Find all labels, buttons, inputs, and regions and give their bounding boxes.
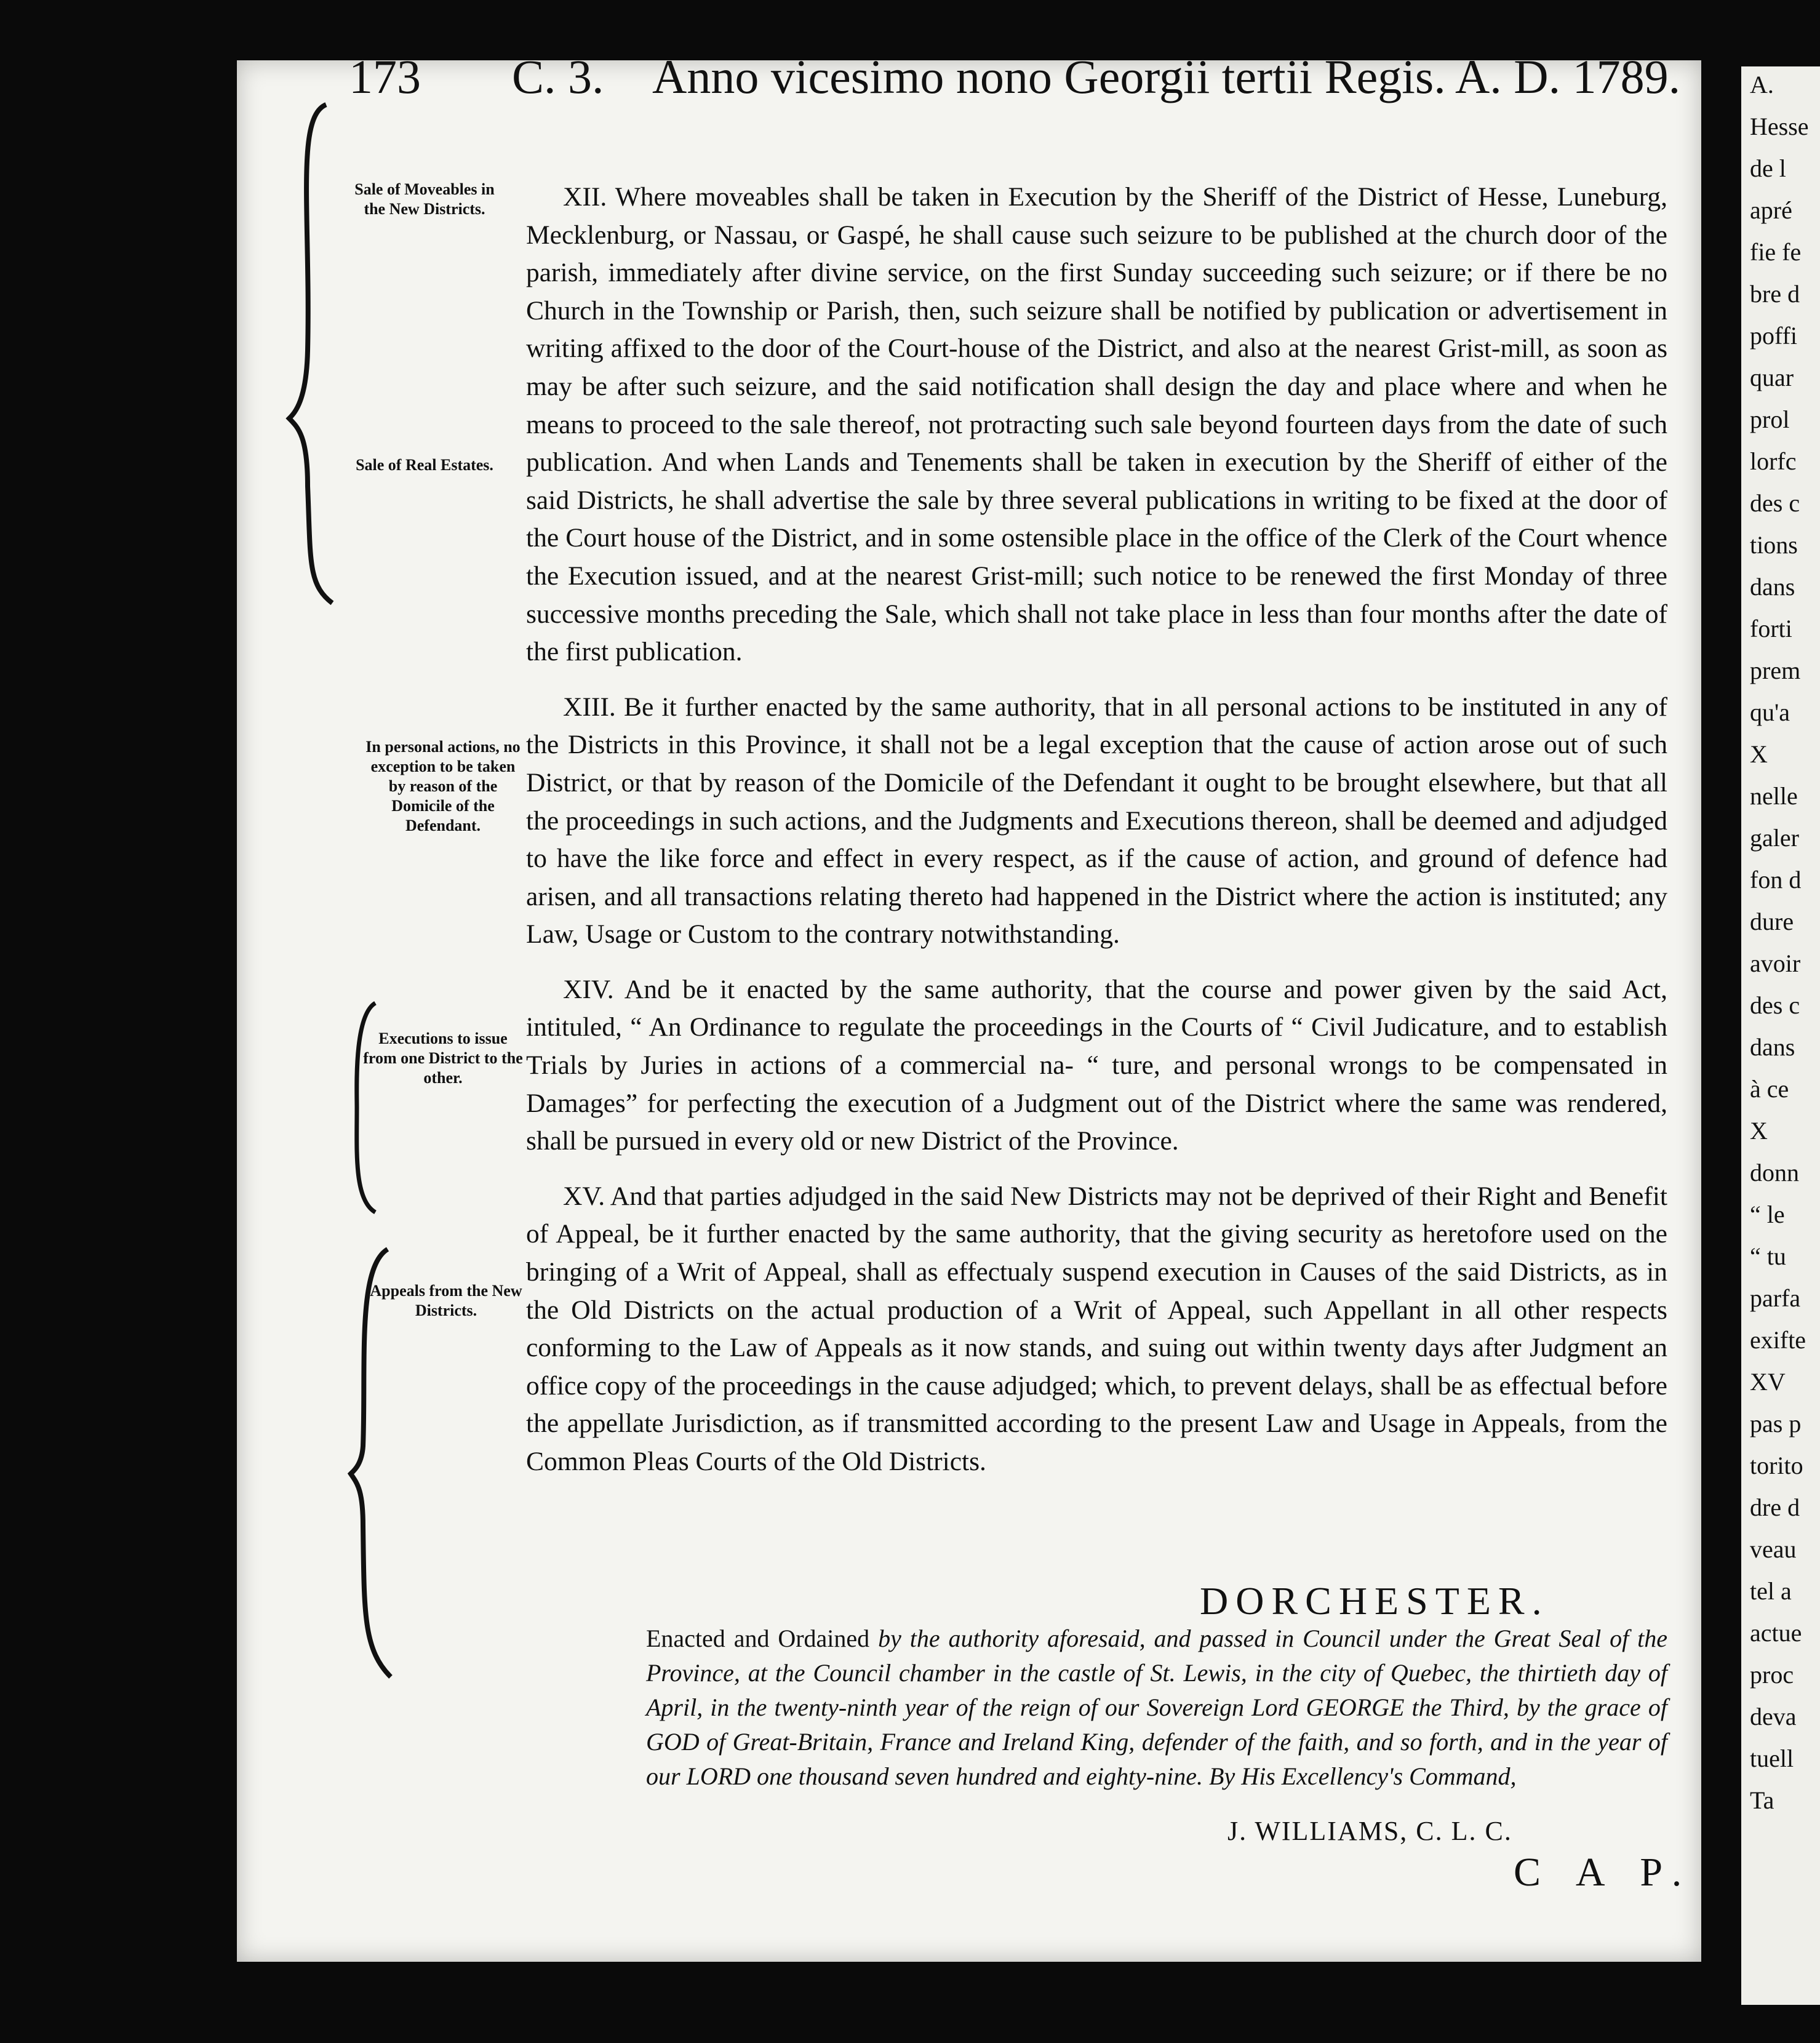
adjacent-page-fragment: X (1750, 740, 1768, 768)
adjacent-page-fragment: des c (1750, 991, 1800, 1019)
section-xv: XV. And that parties adjudged in the said New Districts may not be deprived of their Right and Benefit of Appeal, be it further enacted by the same authority, that the giving security as heretofore used on the bringing of a Writ of Appeal, shall as effectualy suspend execution in Causes of the said Districts, as in the Old Districts on the actual production of a Writ of Appeal, such Appellant in all other respects conforming to the Law of Appeals as it now stands, and suing out within twenty days after Judgment an office copy of the proceedings in the cause adjudged; which, to prevent delays, shall be as effectual before the appellate Jurisdiction, as if transmitted according to the present Law and Usage in Appeals, from the Common Pleas Courts of the Old Districts. (526, 1181, 1667, 1476)
adjacent-page-fragment: Hesse (1750, 113, 1809, 140)
adjacent-page-fragment: dans (1750, 1033, 1795, 1061)
adjacent-page-fragment: poffi (1750, 322, 1798, 350)
adjacent-page-fragment: galer (1750, 824, 1799, 852)
adjacent-page-fragment: proc (1750, 1661, 1794, 1689)
adjacent-page-fragment: qu'a (1750, 698, 1790, 726)
governor-signature: DORCHESTER. (1200, 1579, 1549, 1623)
chapter-number: C. 3. (512, 50, 604, 103)
adjacent-page-fragment: “ le (1750, 1201, 1785, 1228)
adjacent-page-fragment: deva (1750, 1703, 1797, 1730)
adjacent-page-fragment: nelle (1750, 782, 1798, 810)
adjacent-page-fragment: exifte (1750, 1326, 1806, 1354)
adjacent-page-fragment: torito (1750, 1452, 1803, 1479)
adjacent-page-fragment: XV (1750, 1368, 1786, 1396)
adjacent-page-fragment: donn (1750, 1159, 1799, 1186)
adjacent-page-fragment: Ta (1750, 1786, 1774, 1814)
adjacent-page-fragment: bre d (1750, 280, 1800, 308)
running-header (112, 43, 1681, 111)
header-title: Anno vicesimo nono Georgii tertii Regis. A. D. 1789. (652, 50, 1681, 103)
adjacent-page-fragment: dans (1750, 573, 1795, 601)
section-xii: XII. Where moveables shall be taken in Execution by the Sheriff of the District of Hesse, Luneburg, Mecklenburg, or Nassau, or Gaspé, he shall cause such seizure to be published at the church door of the parish, immediately after divine service, on the first Sunday succeeding such seizure; or if there be no Church in the Township or Parish, then, such seizure shall be notified by publication or advertisement in writing affixed to the door of the Court-house of the District, and also at the nearest Grist-mill, as soon as may be after such seizure, and the said notification shall design the day and place where and when he means to proceed to the sale thereof, not protracting such sale beyond fourteen days from the date of such publication. And when Lands and Tenements shall be taken in execution by the Sheriff of either of the said Districts, he shall advertise the sale by three several publications in writing to be fixed at the door of the Court house of the District, and in some ostensible place in the office of the Clerk of the Court whence the Execution issued, and at the nearest Grist-mill; such notice to be renewed the first Monday of three successive months preceding the Sale, which shall not take place in less than four months after the date of the first publication. (526, 182, 1667, 667)
statute-body (526, 178, 1667, 1481)
adjacent-page-fragment: à ce (1750, 1075, 1789, 1103)
enactment-text: by the authority aforesaid, and passed in Council under the Great Seal of the Province, at the Council chamber in the castle of St. Lewis, in the city of Quebec, the thirtieth day of April, in the twenty-ninth year of the reign of our Sovereign Lord GEORGE the Third, by the grace of GOD of Great-Britain, France and Ireland King, defender of the faith, and so forth, and in the year of our LORD one thousand seven hundred and eighty-nine. By His Excellency's Command, (646, 1625, 1668, 1790)
enactment-lead: Enacted and Ordained (646, 1625, 870, 1652)
clerk-signature: J. WILLIAMS, C. L. C. (1227, 1816, 1512, 1846)
margin-note-sale-of-moveables: Sale of Moveables in the New Districts. (354, 180, 495, 218)
margin-note-sale-of-real-estates: Sale of Real Estates. (356, 456, 493, 474)
cap-marker: C A P. (1514, 1850, 1696, 1895)
adjacent-page-edge (1741, 66, 1820, 2005)
adjacent-page-fragment: des c (1750, 489, 1800, 517)
adjacent-page-fragment: veau (1750, 1535, 1797, 1563)
margin-note-appeals: Appeals from the New Districts. (370, 1282, 522, 1319)
adjacent-page-fragment: X (1750, 1117, 1768, 1145)
adjacent-page-fragment: tel a (1750, 1577, 1792, 1605)
adjacent-page-fragment: actue (1750, 1619, 1802, 1647)
adjacent-page-fragment: lorfc (1750, 447, 1797, 475)
adjacent-page-fragment: “ tu (1750, 1242, 1786, 1270)
adjacent-page-fragment: de l (1750, 154, 1786, 182)
adjacent-page-fragment: fie fe (1750, 238, 1802, 266)
adjacent-page-fragment: tuell (1750, 1745, 1794, 1772)
adjacent-page-fragment: dre d (1750, 1493, 1800, 1521)
adjacent-page-fragment: parfa (1750, 1284, 1801, 1312)
adjacent-page-fragment: quar (1750, 364, 1794, 391)
adjacent-page-fragment: forti (1750, 615, 1792, 642)
margin-note-personal-actions: In personal actions, no exception to be taken by reason of the Domicile of the Defendant. (365, 738, 521, 834)
section-xiv: XIV. And be it enacted by the same authority, that the course and power given by the said Act, intituled, “ An Ordinance to regulate the proceedings in the Courts of “ Civil Judicature, and to establish Trials by Juries in actions of a commercial na- “ ture, and personal wrongs to be compensated in Damages” for perfecting the execution of a Judgment out of the District where the same was rendered, shall be pursued in every old or new District of the Province. (526, 974, 1667, 1156)
adjacent-page-fragment: prol (1750, 406, 1790, 433)
page-number: 173 (349, 50, 421, 103)
adjacent-page-fragment: prem (1750, 657, 1801, 684)
adjacent-page-fragment: apré (1750, 196, 1792, 224)
adjacent-page-fragment: avoir (1750, 950, 1801, 977)
adjacent-page-fragment: dure (1750, 908, 1794, 935)
enactment-clause (646, 1621, 1667, 1794)
adjacent-page-fragment: pas p (1750, 1410, 1802, 1437)
adjacent-page-fragment: fon d (1750, 866, 1802, 894)
adjacent-page-fragment: A. (1750, 71, 1774, 98)
margin-note-executions: Executions to issue from one District to the other. (363, 1029, 523, 1087)
section-xiii: XIII. Be it further enacted by the same authority, that in all personal actions to be instituted in any of the Districts in this Province, it shall not be a legal exception that the cause of action arose out of such District, or that by reason of the Domicile of the Defendant it ought to be brought elsewhere, but that all the proceedings in such actions, and the Judgments and Executions thereon, shall be deemed and adjudged to have the like force and effect in every respect, as if the cause of action, and ground of defence had arisen, and all transactions relating thereto had happened in the District where the action is instituted; any Law, Usage or Custom to the contrary notwithstanding. (526, 692, 1667, 950)
adjacent-page-fragment: tions (1750, 531, 1798, 559)
